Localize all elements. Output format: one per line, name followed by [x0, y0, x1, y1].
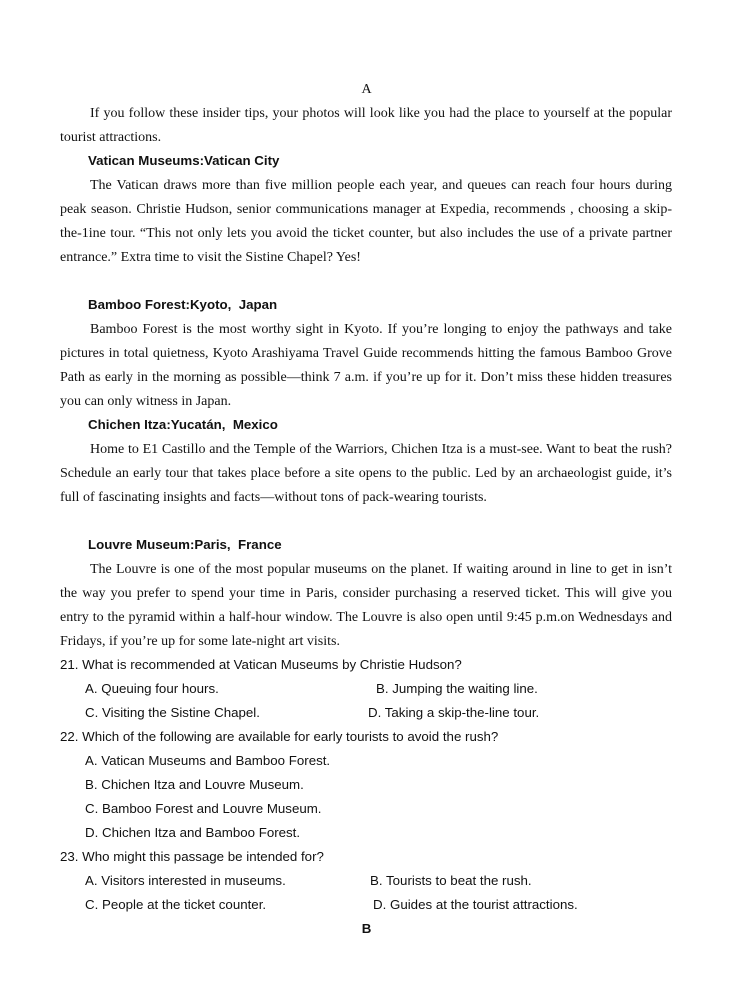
question-21-option-c: C. Visiting the Sistine Chapel. — [85, 705, 260, 720]
paragraph-vatican: The Vatican draws more than five million people each year, and queues can reach four hours during peak season. Christie Hudson, senior communications manager at Expedia, recommends , choosing a skip-the-1ine tour. “This not only lets you avoid the ticket counter, but also includes the use of a private partner entrance.” Extra time to visit the Sistine Chapel? Yes! — [60, 178, 672, 265]
heading-bamboo-forest: Bamboo Forest:Kyoto, Japan — [88, 297, 278, 312]
question-21-option-b: B. Jumping the waiting line. — [376, 681, 538, 696]
intro-paragraph: If you follow these insider tips, your photos will look like you had the place to yourself at the popular tourist attractions. — [60, 106, 672, 145]
paragraph-chichen-itza: Home to E1 Castillo and the Temple of the Warriors, Chichen Itza is a must-see. Want to beat the rush? Schedule an early tour that takes place before a site opens to the public. Led by an archaeologist guide, it’s full of fascinating insights and facts—without tons of pack-wearing tourists. — [60, 442, 672, 505]
question-23-stem: 23. Who might this passage be intended for? — [60, 849, 324, 864]
question-22-option-d: D. Chichen Itza and Bamboo Forest. — [85, 825, 301, 840]
question-22-stem: 22. Which of the following are available for early tourists to avoid the rush? — [60, 729, 499, 744]
paragraph-louvre: The Louvre is one of the most popular museums on the planet. If waiting around in line to get in isn’t the way you prefer to spend your time in Paris, consider purchasing a reserved ticket. This will give you entry to the pyramid within a half-hour window. The Louvre is also open until 9:45 p.m.on Wednesdays and Fridays, if you’re up for some late-night art visits. — [60, 562, 672, 649]
question-22-option-c: C. Bamboo Forest and Louvre Museum. — [85, 801, 322, 816]
question-22-option-b: B. Chichen Itza and Louvre Museum. — [85, 777, 304, 792]
question-21-option-d: D. Taking a skip-the-line tour. — [368, 705, 540, 720]
question-21-stem: 21. What is recommended at Vatican Museums by Christie Hudson? — [60, 657, 462, 672]
question-23-option-c: C. People at the ticket counter. — [85, 897, 267, 912]
question-21-option-a: A. Queuing four hours. — [85, 681, 219, 696]
question-23-option-b: B. Tourists to beat the rush. — [370, 873, 532, 888]
paragraph-bamboo-forest: Bamboo Forest is the most worthy sight in Kyoto. If you’re longing to enjoy the pathways and take pictures in total quietness, Kyoto Arashiyama Travel Guide recommends hitting the famous Bamboo Grove Path as early in the morning as possible—think 7 a.m. if you’re up for it. Don’t miss these hidden treasures you can only witness in Japan. — [60, 322, 672, 409]
section-a-label: A — [361, 82, 372, 97]
section-b-label: B — [361, 921, 372, 936]
question-23-option-d: D. Guides at the tourist attractions. — [373, 897, 578, 912]
heading-chichen-itza: Chichen Itza:Yucatán, Mexico — [88, 417, 278, 432]
question-22-option-a: A. Vatican Museums and Bamboo Forest. — [85, 753, 331, 768]
question-23-option-a: A. Visitors interested in museums. — [85, 873, 286, 888]
heading-louvre: Louvre Museum:Paris, France — [88, 537, 282, 552]
heading-vatican: Vatican Museums:Vatican City — [88, 153, 280, 168]
